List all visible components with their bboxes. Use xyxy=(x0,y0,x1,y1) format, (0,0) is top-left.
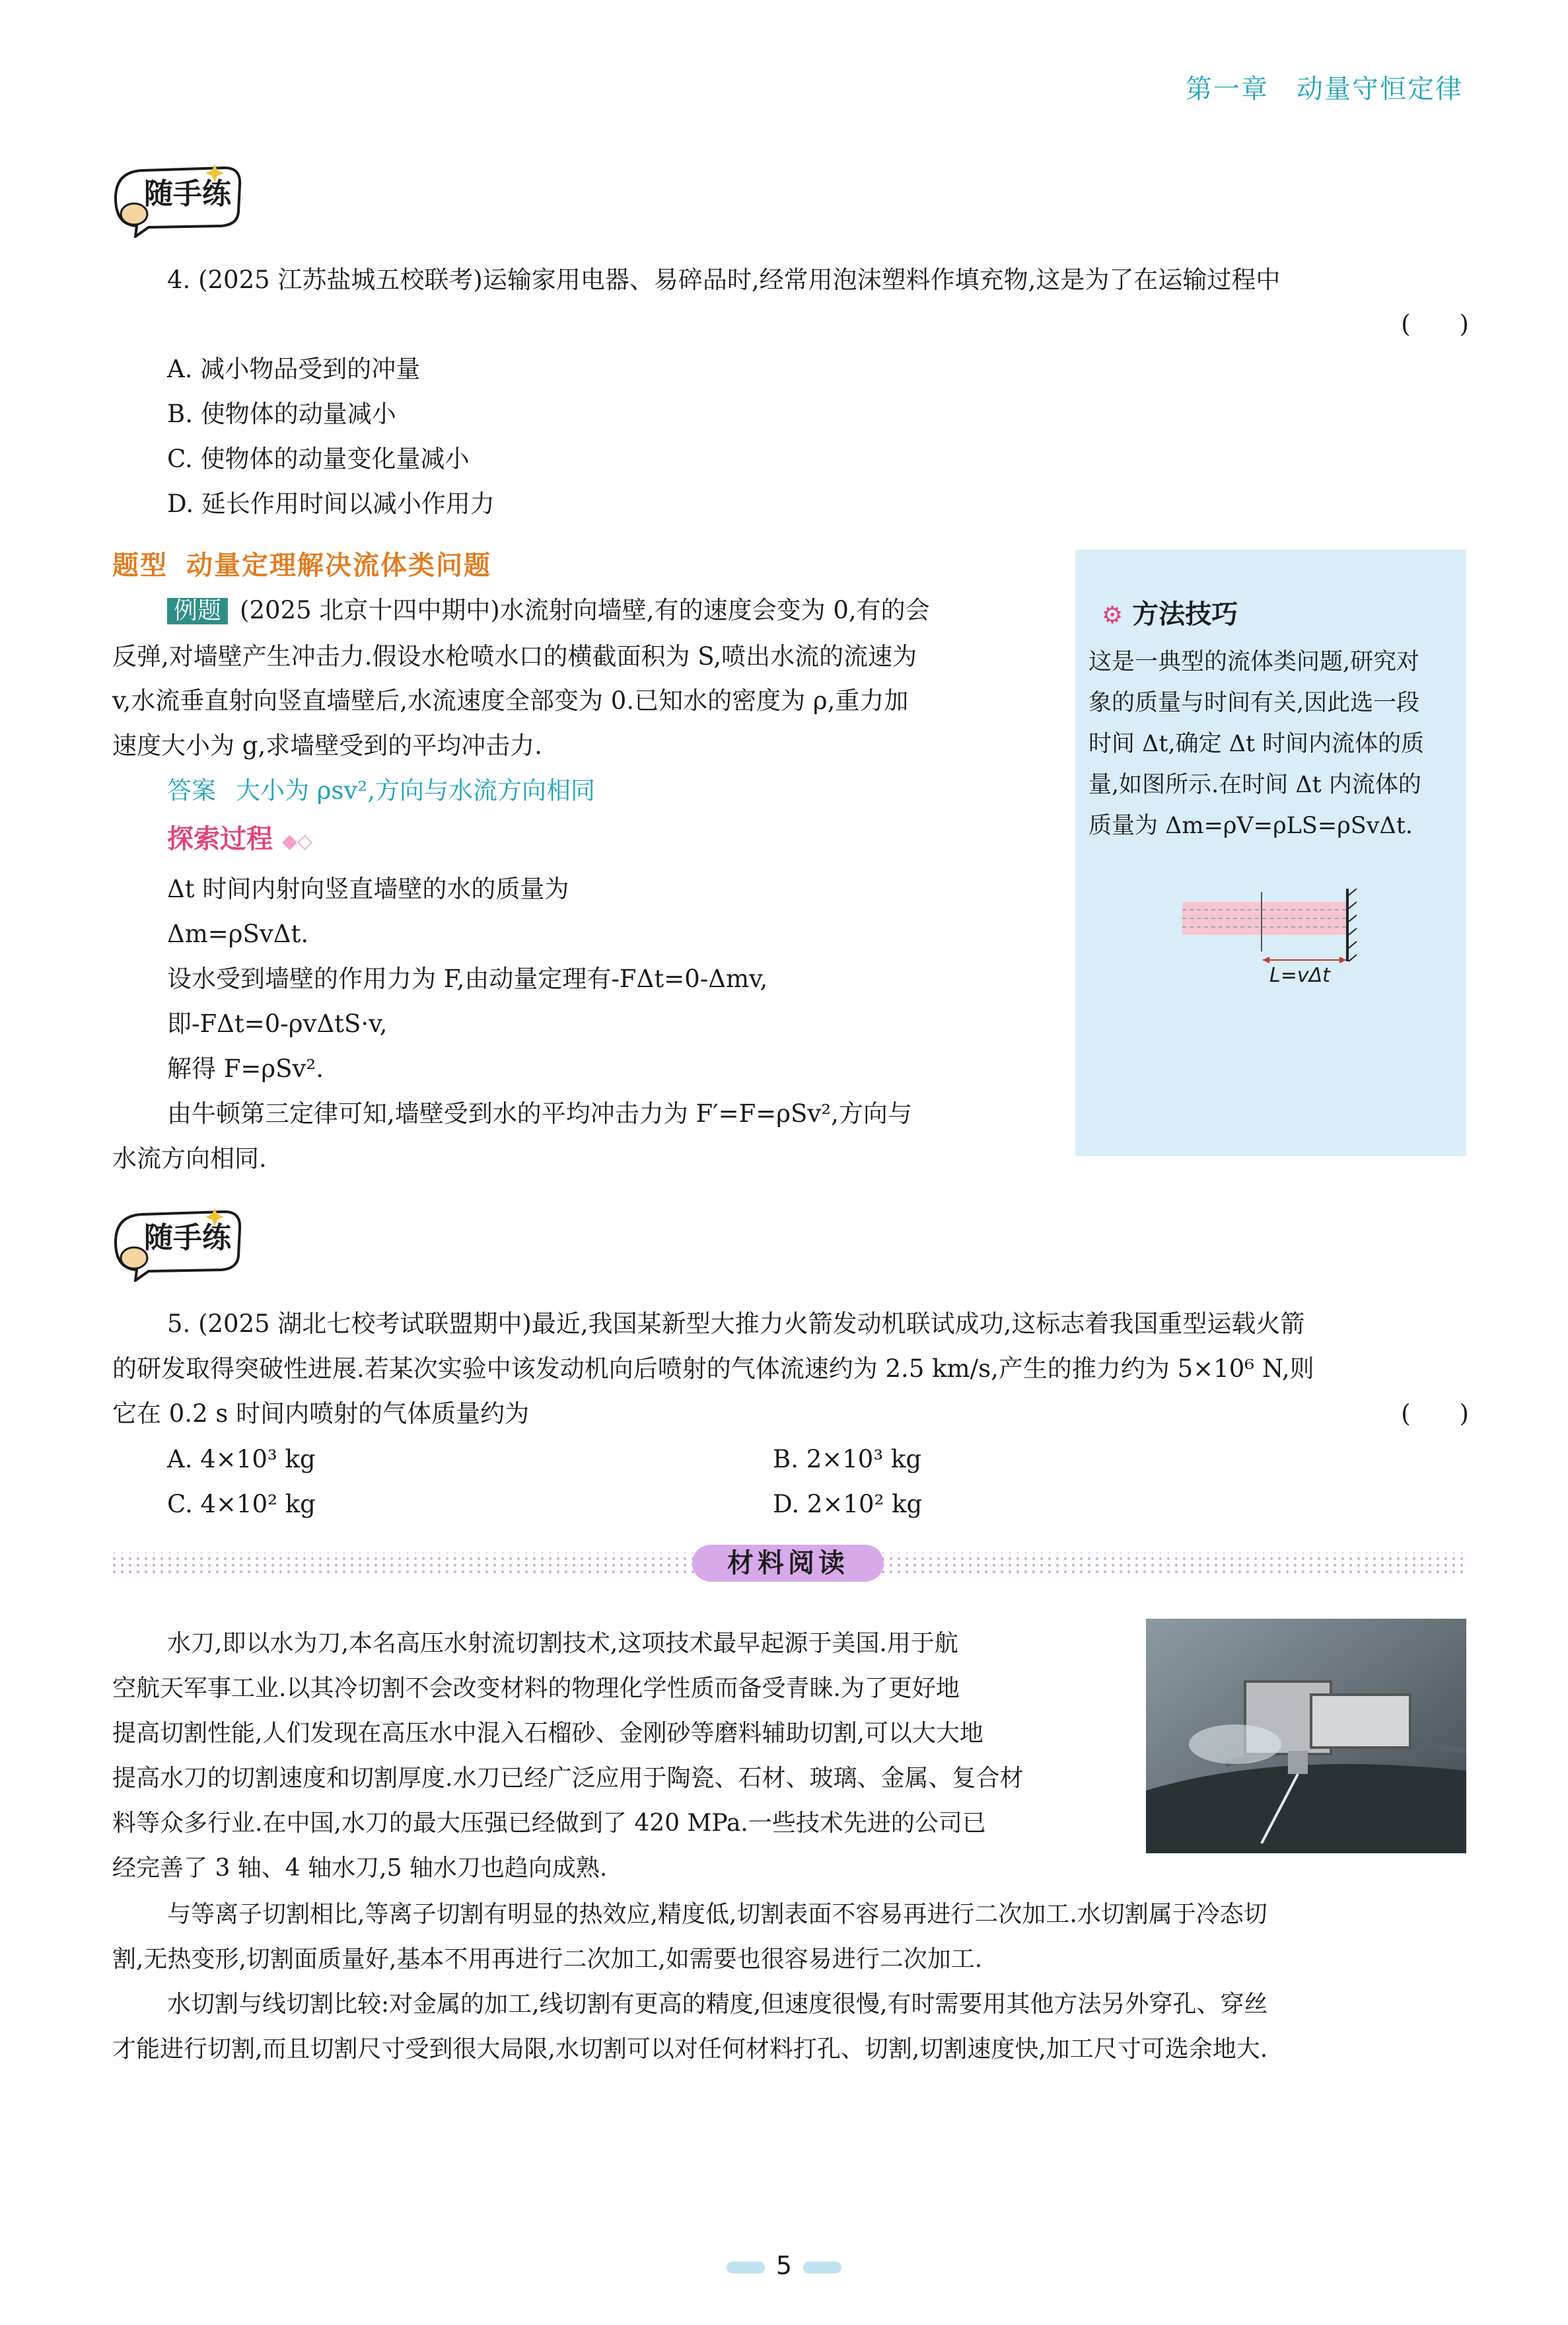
practice-badge-label: 随手练 xyxy=(144,177,231,211)
q4-stem: 4. (2025 江苏盐城五校联考)运输家用电器、易碎品时,经常用泡沫塑料作填充物,这是为了在运输过程中 xyxy=(167,266,1281,294)
q4-option-b: B. 使物体的动量减小 xyxy=(167,400,396,428)
method-title xyxy=(1102,601,1238,628)
answer-label: 答案 xyxy=(167,776,216,805)
page-number: 5 xyxy=(775,2251,793,2280)
reading-p3-line-2: 才能进行切割,而且切割尺寸受到很大局限,水切割可以对任何材料打孔、切割,切割速度快,加工尺寸可选余地大. xyxy=(112,2036,1268,2063)
q5-answer-blank: ( ) xyxy=(1401,1399,1469,1428)
diamond-icon: ◆◇ xyxy=(281,830,313,853)
explore-label-text: 探索过程 xyxy=(167,824,273,854)
waterjet-photo xyxy=(1146,1619,1466,1853)
process-line-6: 由牛顿第三定律可知,墙壁受到水的平均冲击力为 F′=F=ρSv²,方向与 xyxy=(167,1099,912,1128)
reading-p1-line-5: 料等众多行业.在中国,水刀的最大压强已经做到了 420 MPa.一些技术先进的公司已 xyxy=(112,1810,986,1837)
reading-p2-line-1: 与等离子切割相比,等离子切割有明显的热效应,精度低,切割表面不容易再进行二次加工.水切割属于冷态切 xyxy=(167,1901,1267,1928)
process-line-2: Δm=ρSvΔt. xyxy=(167,920,309,948)
reading-p1-line-3: 提高切割性能,人们发现在高压水中混入石榴砂、金刚砂等磨料辅助切割,可以大大地 xyxy=(112,1720,983,1747)
q4-option-d: D. 延长作用时间以减小作用力 xyxy=(167,490,495,518)
process-line-7: 水流方向相同. xyxy=(112,1144,267,1173)
example-line-3: v,水流垂直射向竖直墙壁后,水流速度全部变为 0.已知水的密度为 ρ,重力加 xyxy=(112,686,909,715)
q4-option-c: C. 使物体的动量变化量减小 xyxy=(167,445,470,473)
process-line-5: 解得 F=ρSv². xyxy=(167,1054,324,1083)
answer-line xyxy=(167,778,595,803)
reading-p1-line-4: 提高水刀的切割速度和切割厚度.水刀已经广泛应用于陶瓷、石材、玻璃、金属、复合材 xyxy=(112,1765,1024,1792)
method-sidebar xyxy=(1075,550,1466,1156)
process-line-4: 即-FΔt=0-ρvΔtS·v, xyxy=(167,1010,388,1038)
practice-badge-label-2: 随手练 xyxy=(144,1221,231,1255)
method-line-4: 量,如图所示.在时间 Δt 内流体的 xyxy=(1088,772,1421,798)
q5-line-1: 5. (2025 湖北七校考试联盟期中)最近,我国某新型大推力火箭发动机联试成功,这标志着我国重型运载火箭 xyxy=(167,1310,1305,1338)
reading-p3-line-1: 水切割与线切割比较:对金属的加工,线切割有更高的精度,但速度很慢,有时需要用其他方法另外穿孔、穿丝 xyxy=(167,1991,1268,2018)
chapter-header: 第一章 动量守恒定律 xyxy=(1186,74,1463,104)
method-title-text: 方法技巧 xyxy=(1132,599,1238,630)
example-text-1: (2025 北京十四中期中)水流射向墙壁,有的速度会变为 0,有的会 xyxy=(240,596,930,624)
q5-option-b: B. 2×10³ kg xyxy=(773,1445,922,1473)
section-heading: 动量定理解决流体类问题 xyxy=(186,550,491,581)
reading-title: 材料阅读 xyxy=(692,1545,884,1582)
gear-icon: ⚙ xyxy=(1102,602,1123,629)
answer-text: 大小为 ρsv²,方向与水流方向相同 xyxy=(236,776,595,805)
q5-option-c: C. 4×10² kg xyxy=(167,1490,316,1518)
q5-line-2: 的研发取得突破性进展.若某次实验中该发动机向后喷射的气体流速约为 2.5 km/s,产生的推力约为 5×10⁶ N,则 xyxy=(112,1354,1314,1383)
reading-p1-line-6: 经完善了 3 轴、4 轴水刀,5 轴水刀也趋向成熟. xyxy=(112,1855,608,1882)
method-line-3: 时间 Δt,确定 Δt 时间内流体的质 xyxy=(1088,731,1425,757)
example-line-2: 反弹,对墙壁产生冲击力.假设水枪喷水口的横截面积为 S,喷出水流的流速为 xyxy=(112,642,917,671)
q5-option-a: A. 4×10³ kg xyxy=(167,1445,316,1473)
example-line-4: 速度大小为 g,求墙壁受到的平均冲击力. xyxy=(112,731,542,760)
q5-option-d: D. 2×10² kg xyxy=(773,1490,923,1518)
method-line-1: 这是一典型的流体类问题,研究对 xyxy=(1088,649,1420,675)
reading-p1-line-2: 空航天军事工业.以其冷切割不会改变材料的物理化学性质而备受青睐.为了更好地 xyxy=(112,1675,960,1702)
method-line-5: 质量为 Δm=ρV=ρLS=ρSvΔt. xyxy=(1088,813,1413,839)
reading-p2-line-2: 割,无热变形,切割面质量好,基本不用再进行二次加工,如需要也很容易进行二次加工. xyxy=(112,1946,983,1973)
q4-option-a: A. 减小物品受到的冲量 xyxy=(167,355,421,383)
example-line-1 xyxy=(167,598,930,624)
page-bar-right xyxy=(803,2262,841,2273)
process-line-3: 设水受到墙壁的作用力为 F,由动量定理有-FΔt=0-Δmv, xyxy=(167,965,768,993)
section-tag: 题型 xyxy=(112,550,168,581)
explore-label xyxy=(167,826,312,852)
example-tag: 例题 xyxy=(167,598,228,624)
figure-label: L=vΔt xyxy=(1269,964,1330,987)
method-line-2: 象的质量与时间有关,因此选一段 xyxy=(1088,690,1420,716)
process-line-1: Δt 时间内射向竖直墙壁的水的质量为 xyxy=(167,875,569,903)
q5-line-3: 它在 0.2 s 时间内喷射的气体质量约为 xyxy=(112,1399,530,1428)
reading-p1-line-1: 水刀,即以水为刀,本名高压水射流切割技术,这项技术最早起源于美国.用于航 xyxy=(167,1630,958,1657)
q4-answer-blank: ( ) xyxy=(1401,310,1469,338)
section-title xyxy=(112,552,510,579)
